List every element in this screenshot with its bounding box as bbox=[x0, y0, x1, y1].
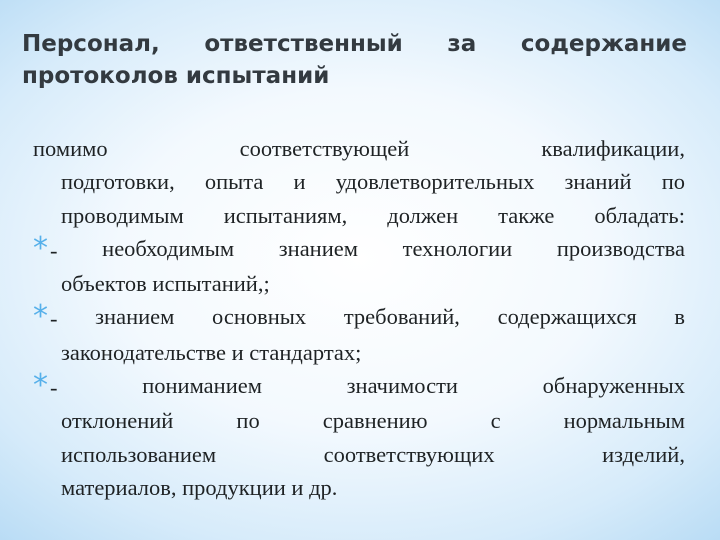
word: должен bbox=[387, 202, 459, 228]
bullet-line bbox=[33, 369, 685, 404]
word: пониманием bbox=[142, 373, 262, 399]
word: по bbox=[661, 169, 685, 195]
word: соответствующей bbox=[239, 136, 410, 161]
word: отклонений bbox=[61, 408, 174, 434]
text-line bbox=[33, 132, 685, 165]
title-line-1 bbox=[22, 28, 687, 60]
word: использованием bbox=[61, 441, 217, 467]
word: изделий, bbox=[602, 441, 685, 467]
text-line bbox=[33, 267, 685, 300]
text-line bbox=[33, 438, 685, 471]
title-line-2: протоколов испытаний bbox=[22, 63, 330, 89]
word: с bbox=[490, 408, 501, 434]
word: законодательстве и стандартах; bbox=[61, 339, 362, 365]
title-word: содержание bbox=[520, 31, 687, 57]
slide-title bbox=[22, 28, 687, 92]
slide-body-text bbox=[33, 132, 685, 504]
word: необходимым bbox=[102, 235, 235, 261]
bullet-dash: - bbox=[50, 375, 58, 401]
word: технологии bbox=[402, 235, 513, 261]
word: проводимым bbox=[61, 202, 184, 228]
word: также bbox=[498, 202, 555, 228]
word: знаний bbox=[564, 169, 632, 195]
bullet-dash: - bbox=[50, 306, 58, 332]
bullet-line bbox=[33, 300, 685, 335]
word: обладать: bbox=[594, 202, 685, 228]
title-word: за bbox=[447, 31, 477, 57]
bullet-star-icon: * bbox=[33, 299, 48, 335]
word: обнаруженных bbox=[542, 373, 685, 399]
bullet-lead bbox=[33, 232, 58, 267]
word: требований, bbox=[343, 304, 460, 330]
text-line bbox=[33, 165, 685, 198]
text-line bbox=[33, 471, 685, 504]
bullet-star-icon: * bbox=[33, 230, 48, 266]
bullet-lead bbox=[33, 300, 58, 335]
text-line bbox=[33, 404, 685, 437]
word: значимости bbox=[346, 373, 458, 399]
word: испытаниям, bbox=[223, 202, 348, 228]
word: содержащихся bbox=[497, 304, 637, 330]
bullet-line bbox=[33, 232, 685, 267]
word: материалов, продукции и др. bbox=[61, 474, 338, 500]
word: по bbox=[236, 408, 260, 434]
word: знанием bbox=[95, 304, 175, 330]
word: в bbox=[674, 304, 685, 330]
title-word: Персонал, bbox=[22, 31, 160, 57]
word: подготовки, bbox=[61, 169, 175, 195]
word: и bbox=[293, 169, 306, 195]
bullet-dash: - bbox=[50, 237, 58, 263]
title-word: ответственный bbox=[204, 31, 403, 57]
word: квалификации, bbox=[541, 136, 685, 161]
bullet-star-icon: * bbox=[33, 368, 48, 404]
word: помимо bbox=[33, 136, 108, 161]
word: нормальным bbox=[563, 408, 685, 434]
word: основных bbox=[212, 304, 307, 330]
word: опыта bbox=[204, 169, 264, 195]
bullet-lead bbox=[33, 369, 58, 404]
word: знанием bbox=[278, 235, 358, 261]
word: сравнению bbox=[322, 408, 428, 434]
word: производства bbox=[556, 235, 685, 261]
text-line bbox=[33, 336, 685, 369]
text-line bbox=[33, 199, 685, 232]
word: соответствующих bbox=[323, 441, 495, 467]
word: объектов испытаний,; bbox=[61, 271, 270, 297]
word: удовлетворительных bbox=[335, 169, 535, 195]
